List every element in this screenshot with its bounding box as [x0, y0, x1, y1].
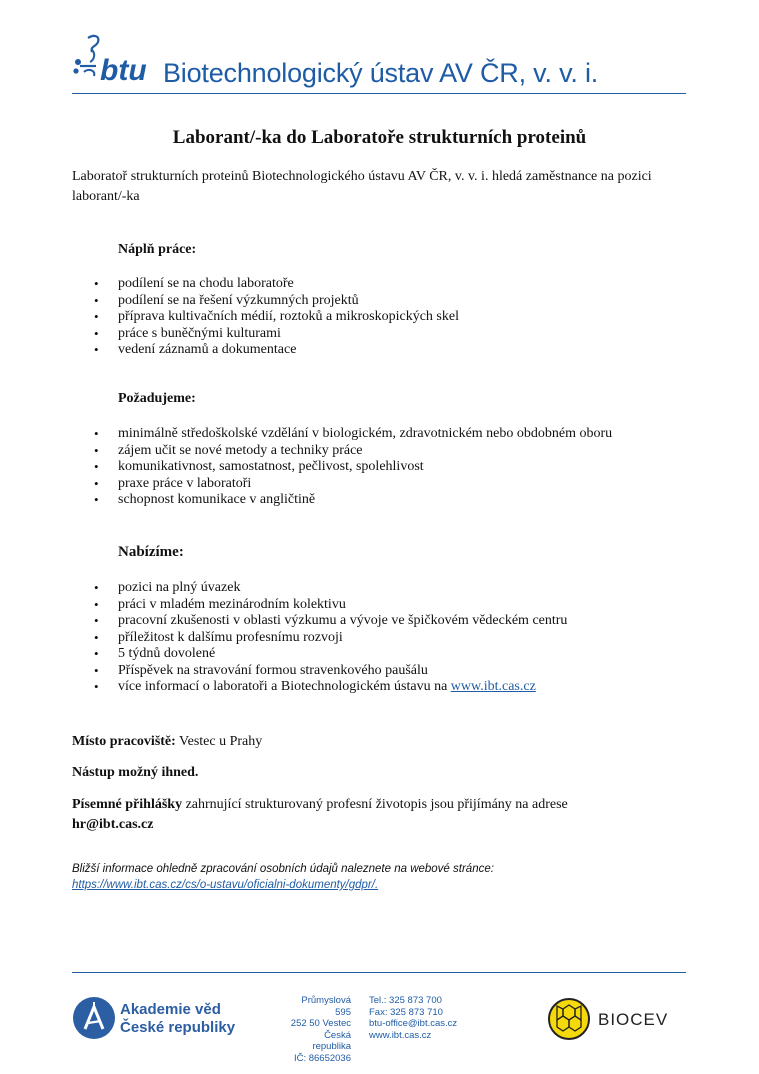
- address-line: Průmyslová 595: [301, 995, 351, 1018]
- address-line: Česká republika: [312, 1029, 351, 1052]
- biocev-wordmark: BIOCEV: [598, 1010, 669, 1029]
- list-item: • podílení se na řešení výzkumných projektů: [72, 293, 692, 310]
- applications-email[interactable]: hr@ibt.cas.cz: [72, 817, 154, 832]
- gdpr-text: Bližší informace ohledně zpracování osobních údajů naleznete na webové stránce:: [72, 863, 494, 875]
- section-heading-napln: Náplň práce:: [118, 242, 197, 257]
- nabizime-list: [72, 580, 712, 696]
- academy-line-2: České republiky: [120, 1019, 236, 1036]
- list-item-more-info: [72, 679, 712, 696]
- workplace-value: Vestec u Prahy: [175, 734, 263, 749]
- gdpr-note: [72, 861, 692, 893]
- list-item: • příprava kultivačních médií, roztoků a mikroskopických skel: [72, 309, 692, 326]
- list-item: • pozici na plný úvazek: [72, 580, 712, 597]
- biocev-logo-icon: [547, 997, 591, 1041]
- section-heading-pozadujeme: Požadujeme:: [118, 391, 196, 406]
- list-item: • práce s buněčnými kulturami: [72, 326, 692, 343]
- napln-list: [72, 276, 692, 359]
- list-item: • Příspěvek na stravování formou stravenkového paušálu: [72, 663, 712, 680]
- workplace-line: [72, 732, 692, 752]
- logo-text: btu: [100, 54, 147, 87]
- btu-logo: [70, 32, 158, 94]
- more-info-text: více informací o laboratoři a Biotechnologickém ústavu na: [118, 679, 451, 694]
- list-item: • minimálně středoškolské vzdělání v biologickém, zdravotnickém nebo obdobném oboru: [72, 426, 712, 443]
- list-item: • práci v mladém mezinárodním kolektivu: [72, 597, 712, 614]
- applications-label: Písemné přihlášky: [72, 797, 183, 812]
- address-line: 252 50 Vestec: [290, 1018, 351, 1029]
- start-line: Nástup možný ihned.: [72, 765, 199, 780]
- contact-line: Fax: 325 873 710: [369, 1006, 443, 1018]
- contact-website[interactable]: www.ibt.cas.cz: [369, 1029, 432, 1041]
- applications-text: zahrnující strukturovaný profesní životopis jsou přijímány na adrese: [182, 797, 568, 812]
- address-line: IČ: 86652036: [293, 1052, 351, 1064]
- academy-line-1: Akademie věd: [120, 1001, 221, 1018]
- institute-name: Biotechnologický ústav AV ČR, v. v. i.: [163, 58, 599, 88]
- section-heading-nabizime: Nabízíme:: [118, 544, 184, 560]
- list-item: • zájem učit se nové metody a techniky práce: [72, 443, 712, 460]
- footer-contact: [369, 995, 479, 1041]
- footer-address: [283, 995, 351, 1064]
- list-item: • příležitost k dalšímu profesnímu rozvoji: [72, 630, 712, 647]
- page-title: Laborant/-ka do Laboratoře strukturních proteinů: [172, 127, 587, 148]
- intro-paragraph: Laboratoř strukturních proteinů Biotechnologického ústavu AV ČR, v. v. i. hledá zaměstnance na pozici laborant/-ka: [72, 169, 652, 204]
- workplace-label: Místo pracoviště:: [72, 734, 176, 749]
- academy-logo-icon: [72, 996, 116, 1040]
- list-item: • komunikativnost, samostatnost, pečlivost, spolehlivost: [72, 459, 712, 476]
- list-item: • schopnost komunikace v angličtině: [72, 492, 712, 509]
- list-item: • podílení se na chodu laboratoře: [72, 276, 692, 293]
- list-item: • 5 týdnů dovolené: [72, 646, 712, 663]
- academy-name: [120, 1001, 235, 1037]
- header-divider: [72, 93, 686, 94]
- pozadujeme-list: [72, 426, 712, 509]
- list-item: • praxe práce v laboratoři: [72, 476, 712, 493]
- footer-divider: [72, 972, 686, 973]
- contact-email[interactable]: btu-office@ibt.cas.cz: [369, 1018, 458, 1029]
- gdpr-link[interactable]: https://www.ibt.cas.cz/cs/o-ustavu/oficialni-dokumenty/gdpr/.: [72, 879, 379, 891]
- list-item: • pracovní zkušenosti v oblasti výzkumu a vývoje ve špičkovém vědeckém centru: [72, 613, 712, 630]
- applications-paragraph: [72, 795, 692, 835]
- list-item: • vedení záznamů a dokumentace: [72, 342, 692, 359]
- contact-line: Tel.: 325 873 700: [369, 995, 442, 1006]
- ibt-website-link[interactable]: www.ibt.cas.cz: [450, 679, 536, 694]
